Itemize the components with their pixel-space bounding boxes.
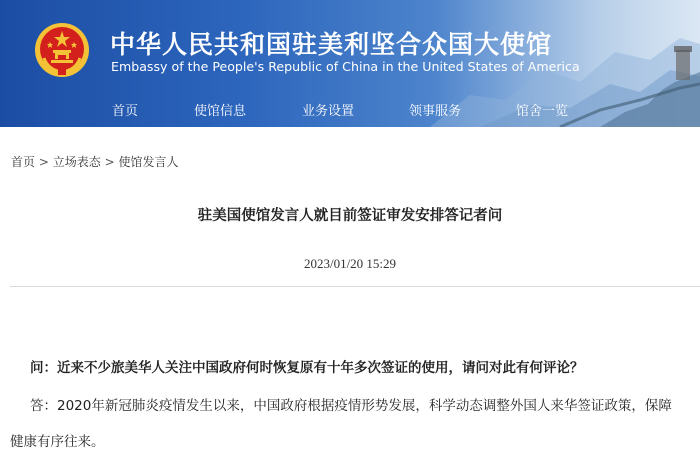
site-title-cn: 中华人民共和国驻美利坚合众国大使馆 xyxy=(110,30,553,59)
national-emblem-icon xyxy=(34,22,90,78)
breadcrumb xyxy=(11,153,178,170)
article-answer-line: 健康有序往来。 xyxy=(10,434,105,450)
breadcrumb-home[interactable]: 首页 xyxy=(11,155,36,169)
breadcrumb-spokesperson[interactable]: 使馆发言人 xyxy=(118,155,179,169)
nav-item-consular-services[interactable]: 领事服务 xyxy=(409,104,462,119)
divider xyxy=(10,286,700,287)
header-banner xyxy=(0,0,700,127)
breadcrumb-separator: > xyxy=(104,155,115,169)
article-title: 驻美国使馆发言人就目前签证审发安排答记者问 xyxy=(197,208,503,224)
breadcrumb-separator: > xyxy=(38,155,49,169)
article-question: 问：近来不少旅美华人关注中国政府何时恢复原有十年多次签证的使用，请问对此有何评论？ xyxy=(30,360,584,376)
main-nav xyxy=(0,92,700,122)
nav-item-business-settings[interactable]: 业务设置 xyxy=(302,104,355,119)
nav-item-embassy-info[interactable]: 使馆信息 xyxy=(194,104,247,119)
article-answer-line: 答：2020年新冠肺炎疫情发生以来，中国政府根据疫情形势发展，科学动态调整外国人来华签证政策，保障 xyxy=(30,398,672,414)
nav-item-home[interactable]: 首页 xyxy=(112,104,139,119)
article-date: 2023/01/20 15:29 xyxy=(303,256,397,271)
nav-item-premises-overview[interactable]: 馆舍一览 xyxy=(516,104,569,119)
site-title-en: Embassy of the People's Republic of China in the United States of America xyxy=(111,59,580,74)
breadcrumb-position-statements[interactable]: 立场表态 xyxy=(52,155,101,169)
